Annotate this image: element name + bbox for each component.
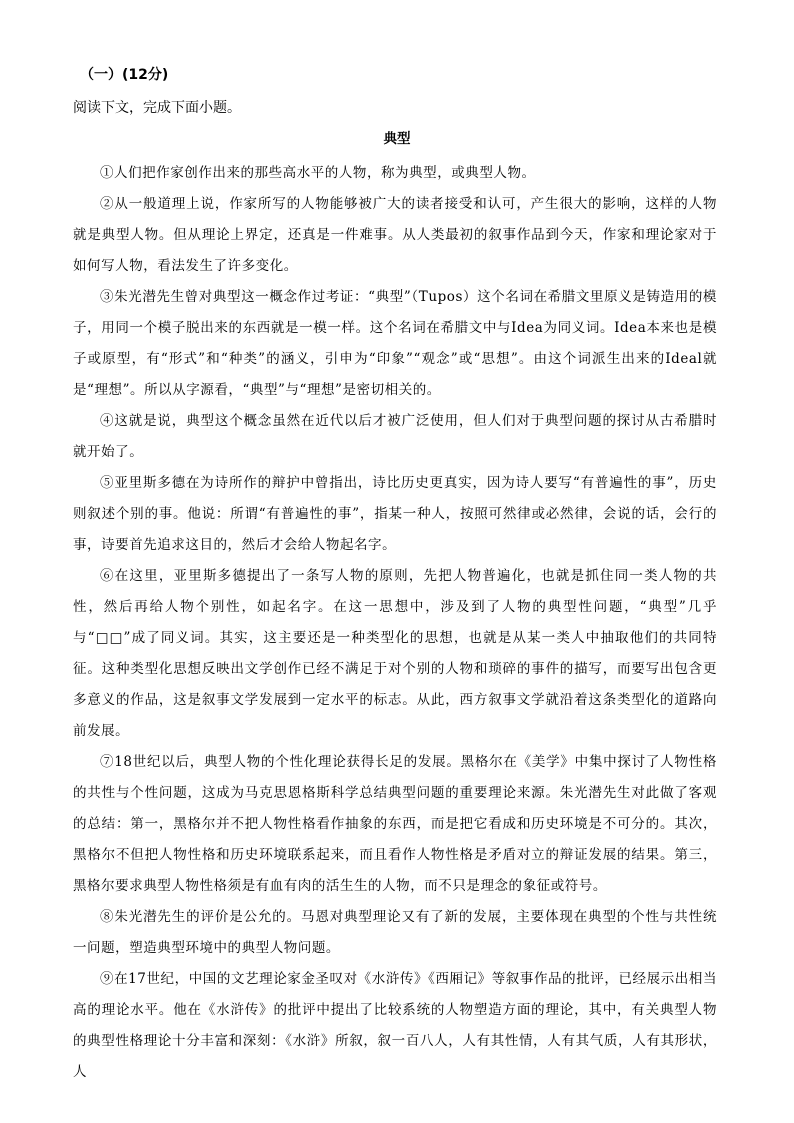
article-title: 典型 xyxy=(383,131,411,147)
reading-instruction: 阅读下文，完成下面小题。 xyxy=(73,100,241,116)
paragraph-4: ④这就是说，典型这个概念虽然在近代以后才被广泛使用，但人们对于典型问题的探讨从古希腊时就开始了。 xyxy=(73,413,717,460)
paragraph-9: ⑨在17世纪，中国的文艺理论家金圣叹对《水浒传》《西厢记》等叙事作品的批评，已经展示出相当高的理论水平。他在《水浒传》的批评中提出了比较系统的人物塑造方面的理论，其中，有关典型人物的典型性格理论十分丰富和深刻：《水浒》所叙，叙一百八人，人有其性情，人有其气质，人有其形状，人 xyxy=(73,971,717,1080)
paragraph-6: ⑥在这里，亚里斯多德提出了一条写人物的原则，先把人物普遍化，也就是抓住同一类人物的共性，然后再给人物个别性，如起名字。在这一思想中，涉及到了人物的典型性问题，“典型”几乎与“□□”成了同义词。其实，这主要还是一种类型化的思想，也就是从某一类人中抽取他们的共同特征。这种类型化思想反映出文学创作已经不满足于对个别的人物和琐碎的事件的描写，而要写出包含更多意义的作品，这是叙事文学发展到一定水平的标志。从此，西方叙事文学就沿着这条类型化的道路向前发展。 xyxy=(73,568,717,739)
paragraph-8: ⑧朱光潜先生的评价是公允的。马恩对典型理论又有了新的发展，主要体现在典型的个性与共性统一问题，塑造典型环境中的典型人物问题。 xyxy=(73,909,717,956)
paragraph-5: ⑤亚里斯多德在为诗所作的辩护中曾指出，诗比历史更真实，因为诗人要写“有普遍性的事”，历史则叙述个别的事。他说：所谓“有普遍性的事”，指某一种人，按照可然律或必然律，会说的话，会行的事，诗要首先追求这目的，然后才会给人物起名字。 xyxy=(73,475,717,553)
section-heading: （一）(12分) xyxy=(80,67,169,83)
paragraph-2: ②从一般道理上说，作家所写的人物能够被广大的读者接受和认可，产生很大的影响，这样的人物就是典型人物。但从理论上界定，还真是一件难事。从人类最初的叙事作品到今天，作家和理论家对于如何写人物，看法发生了许多变化。 xyxy=(73,196,717,274)
paragraph-3: ③朱光潜先生曾对典型这一概念作过考证：“典型”（Tupos）这个名词在希腊文里原义是铸造用的模子，用同一个模子脱出来的东西就是一模一样。这个名词在希腊文中与Idea为同义词。Idea本来也是模子或原型，有“形式”和“种类”的涵义，引申为“印象”“观念”或“思想”。由这个词派生出来的Ideal就是“理想”。所以从字源看，“典型”与“理想”是密切相关的。 xyxy=(73,289,717,398)
article-body xyxy=(73,158,717,1088)
paragraph-7: ⑦18世纪以后，典型人物的个性化理论获得长足的发展。黑格尔在《美学》中集中探讨了人物性格的共性与个性问题，这成为马克思恩格斯科学总结典型问题的重要理论来源。朱光潜先生对此做了客观的总结：第一，黑格尔并不把人物性格看作抽象的东西，而是把它看成和历史环境是不可分的。其次，黑格尔不但把人物性格和历史环境联系起来，而且看作人物性格是矛盾对立的辩证发展的结果。第三，黑格尔要求典型人物性格须是有血有肉的活生生的人物，而不只是理念的象征或符号。 xyxy=(73,754,717,894)
paragraph-1: ①人们把作家创作出来的那些高水平的人物，称为典型，或典型人物。 xyxy=(100,165,536,181)
